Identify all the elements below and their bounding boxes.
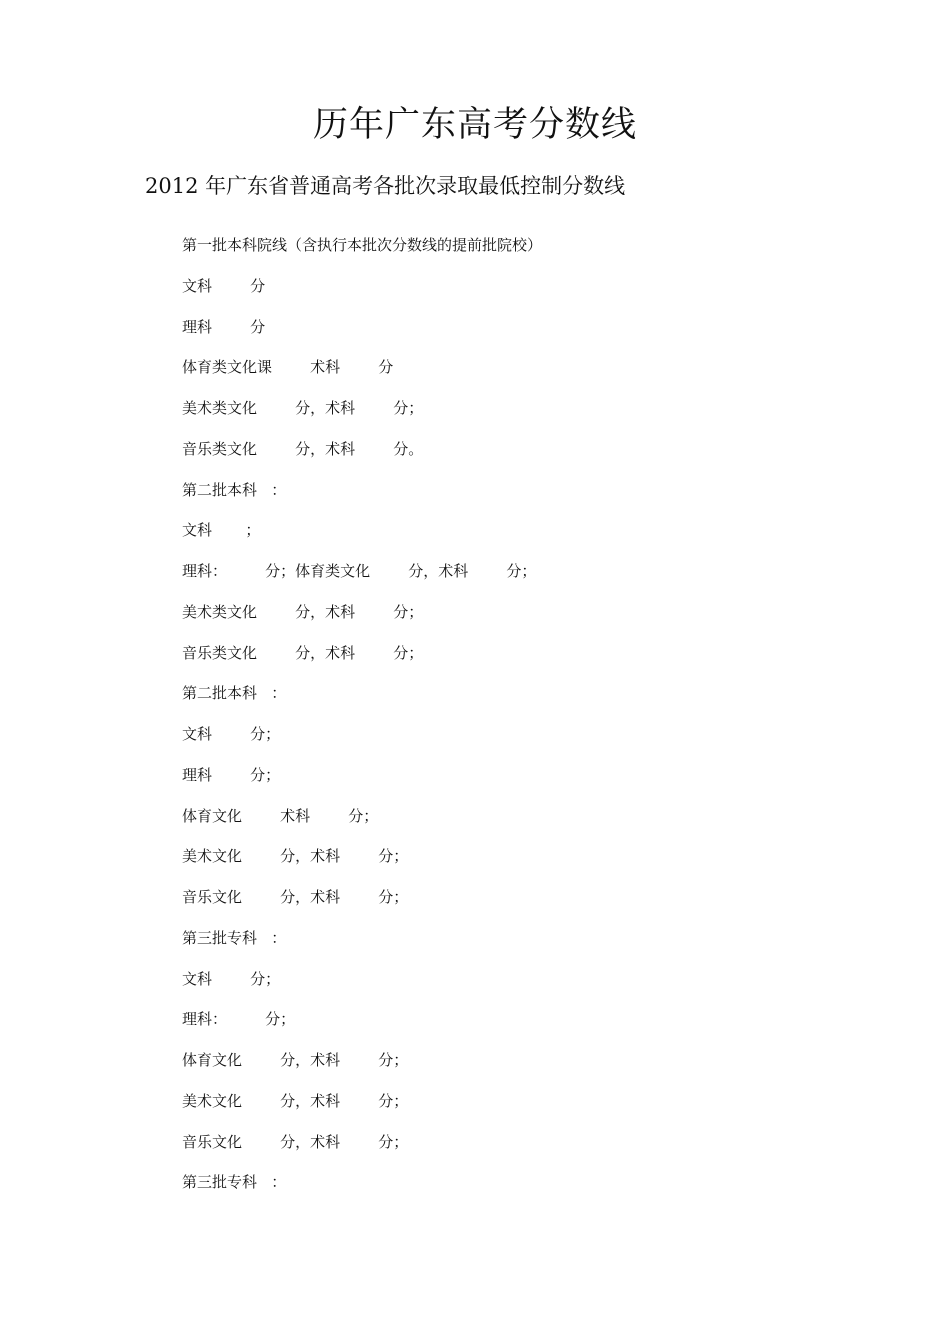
- text-line: 文科 分: [182, 276, 266, 295]
- text-line: 美术文化 分，术科 分；: [182, 1091, 409, 1110]
- text-line: 音乐文化 分，术科 分；: [182, 888, 409, 906]
- text-line: 音乐文化 分，术科 分；: [182, 1132, 409, 1151]
- text-line: 体育文化 分，术科 分；: [182, 1051, 409, 1069]
- text-line: 第一批本科院线（含执行本批次分数线的提前批院校）: [182, 236, 543, 254]
- text-line: 音乐类文化 分，术科 分。: [182, 439, 424, 458]
- document-subtitle: 2012 年广东省普通高考各批次录取最低控制分数线: [145, 174, 626, 198]
- score-line-list: [182, 232, 542, 1210]
- text-line: 体育文化 术科 分；: [182, 806, 379, 825]
- text-line: 文科 分；: [182, 725, 281, 743]
- text-line: 第三批专科 ：: [182, 928, 287, 947]
- text-line: 理科： 分；体育类文化 分，术科 分；: [182, 562, 537, 580]
- text-line: 音乐类文化 分，术科 分；: [182, 643, 424, 662]
- text-line: 体育类文化课 术科 分: [182, 358, 394, 377]
- text-line: 理科 分；: [182, 765, 281, 784]
- text-line: 理科 分: [182, 317, 266, 336]
- text-line: 文科 ；: [182, 521, 261, 540]
- text-line: 美术类文化 分，术科 分；: [182, 399, 424, 417]
- text-line: 第三批专科 ：: [182, 1173, 287, 1192]
- document-title: 历年广东高考分数线: [312, 105, 637, 145]
- text-line: 理科： 分；: [182, 1010, 296, 1029]
- text-line: 第二批本科 ：: [182, 480, 287, 499]
- text-line: 美术文化 分，术科 分；: [182, 847, 409, 866]
- text-line: 美术类文化 分，术科 分；: [182, 602, 424, 621]
- text-line: 第二批本科 ：: [182, 684, 287, 703]
- text-line: 文科 分；: [182, 969, 281, 988]
